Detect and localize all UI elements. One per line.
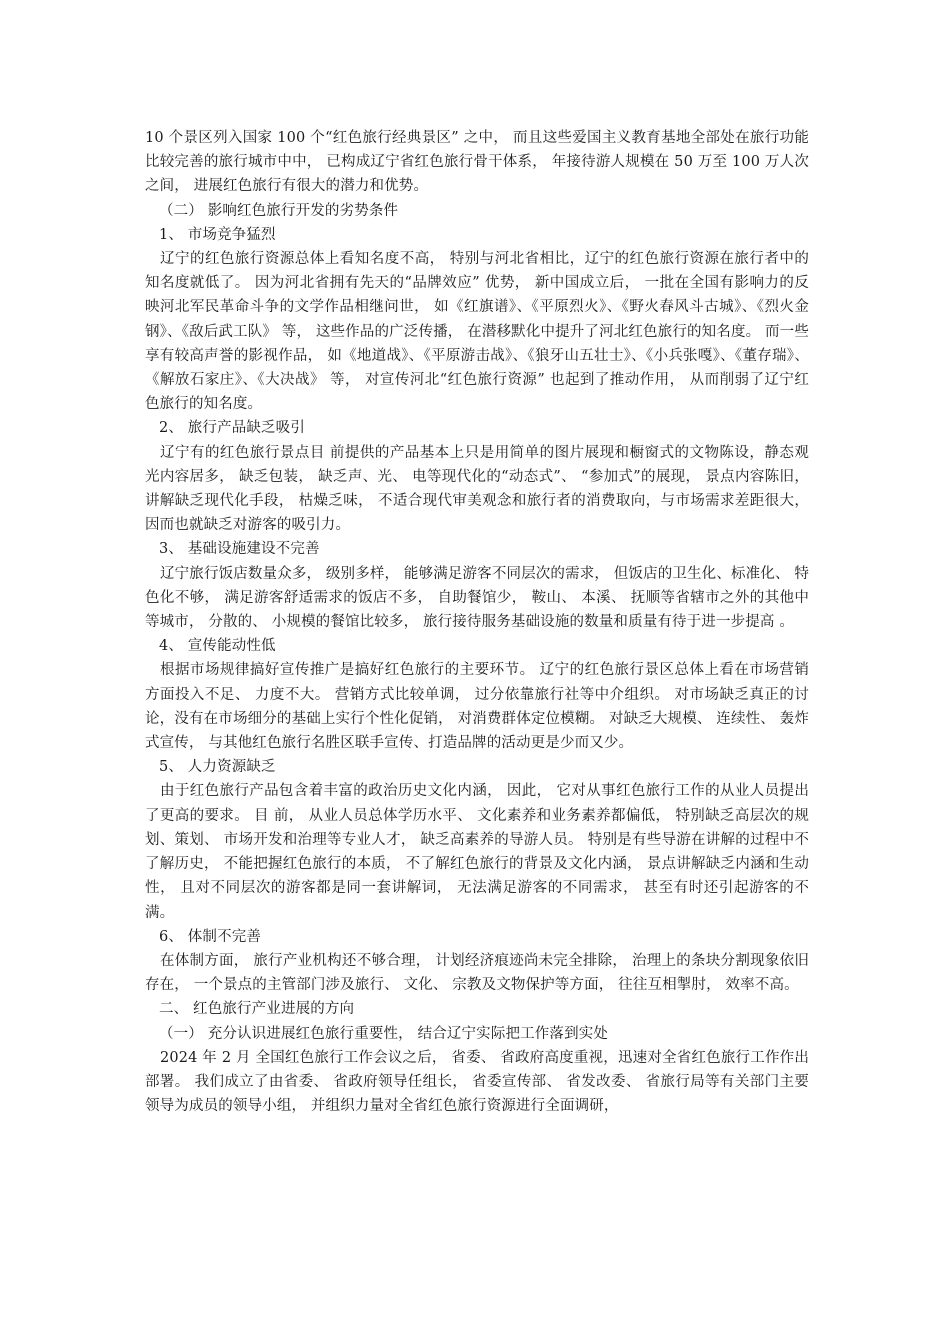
body-paragraph: 10 个景区列入国家 100 个“红色旅行经典景区” 之中， 而且这些爱国主义教育基地全部处在旅行功能比较完善的旅行城市中中， 已构成辽宁省红色旅行骨干体系， 年接待游人规模在 50 万至 100 万人次之间， 进展红色旅行有很大的潜力和优势。 <box>145 130 809 195</box>
body-paragraph: 由于红色旅行产品包含着丰富的政治历史文化内涵， 因此， 它对从事红色旅行工作的从业人员提出了更高的要求。 目 前， 从业人员总体学历水平、 文化素养和业务素养都偏低， 特别缺乏高层次的规划、策划、 市场开发和治理等专业人才， 缺乏高素养的导游人员。 特别是有些导游在讲解的过程中不了解历史， 不能把握红色旅行的本质， 不了解红色旅行的背景及文化内涵， 景点讲解缺乏内涵和生动性， 且对不同层次的游客都是同一套讲解词， 无法满足游客的不同需求， 甚至有时还引起游客的不满。 <box>145 783 809 921</box>
body-paragraph: 根据市场规律搞好宣传推广是搞好红色旅行的主要环节。 辽宁的红色旅行景区总体上看在市场营销方面投入不足、 力度不大。 营销方式比较单调， 过分依靠旅行社等中介组织。 对市场缺乏真正的讨论，没有在市场细分的基础上实行个性化促销， 对消费群体定位模糊。 对缺乏大规模、 连续性、 轰炸式宣传， 与其他红色旅行名胜区联手宣传、打造品牌的活动更是少而又少。 <box>145 662 809 752</box>
item-heading: 2、 旅行产品缺乏吸引 <box>159 420 305 437</box>
body-paragraph: 辽宁有的红色旅行景点目 前提供的产品基本上只是用简单的图片展现和橱窗式的文物陈设，静态观光内容居多， 缺乏包装， 缺乏声、光、 电等现代化的“动态式”、 “参加式”的展现， 景点内容陈旧， 讲解缺乏现代化手段， 枯燥乏味， 不适合现代审美观念和旅行者的消费取向，与市场需求差距很大， 因而也就缺乏对游客的吸引力。 <box>145 444 809 534</box>
subsection-heading: （一） 充分认识进展红色旅行重要性， 结合辽宁实际把工作落到实处 <box>159 1025 609 1042</box>
body-paragraph: 2024 年 2 月 全国红色旅行工作会议之后， 省委、 省政府高度重视，迅速对全省红色旅行工作作出部署。 我们成立了由省委、 省政府领导任组长， 省委宣传部、 省发改委、 省旅行局等有关部门主要领导为成员的领导小组， 并组织力量对全省红色旅行资源进行全面调研， <box>145 1049 809 1115</box>
body-paragraph: 辽宁旅行饭店数量众多， 级别多样， 能够满足游客不同层次的需求， 但饭店的卫生化、标准化、 特色化不够， 满足游客舒适需求的饭店不多， 自助餐馆少， 鞍山、 本溪、 抚顺等省辖市之外的其他中等城市， 分散的、 小规模的餐馆比较多， 旅行接待服务基础设施的数量和质量有待于进一步提高 。 <box>145 565 809 631</box>
body-paragraph: 在体制方面， 旅行产业机构还不够合理， 计划经济痕迹尚未完全排除， 治理上的条块分割现象依旧存在， 一个景点的主管部门涉及旅行、 文化、 宗教及文物保护等方面， 往往互相掣肘， 效率不高。 <box>145 952 809 994</box>
document-page <box>145 126 809 1118</box>
item-heading: 4、 宣传能动性低 <box>159 638 276 655</box>
section-heading: 二、 红色旅行产业进展的方向 <box>159 1001 355 1018</box>
item-heading: 3、 基础设施建设不完善 <box>159 541 320 558</box>
body-paragraph: 辽宁的红色旅行资源总体上看知名度不高， 特别与河北省相比，辽宁的红色旅行资源在旅行者中的知名度就低了。 因为河北省拥有先天的“品牌效应” 优势， 新中国成立后， 一批在全国有影响力的反映河北军民革命斗争的文学作品相继问世， 如《红旗谱》、《平原烈火》、《野火春风斗古城》、《烈火金钢》、《敌后武工队》 等， 这些作品的广泛传播， 在潜移默化中提升了河北红色旅行的知名度。 而一些享有较高声誉的影视作品， 如《地道战》、《平原游击战》、《狼牙山五壮士》、《小兵张嘎》、《董存瑞》、《解放石家庄》、《大决战》 等， 对宣传河北“红色旅行资源” 也起到了推动作用， 从而削弱了辽宁红色旅行的知名度。 <box>145 251 809 413</box>
item-heading: 1、 市场竞争猛烈 <box>159 226 276 243</box>
item-heading: 5、 人力资源缺乏 <box>159 759 276 776</box>
subsection-heading: （二） 影响红色旅行开发的劣势条件 <box>159 202 399 219</box>
item-heading: 6、 体制不完善 <box>159 928 262 945</box>
